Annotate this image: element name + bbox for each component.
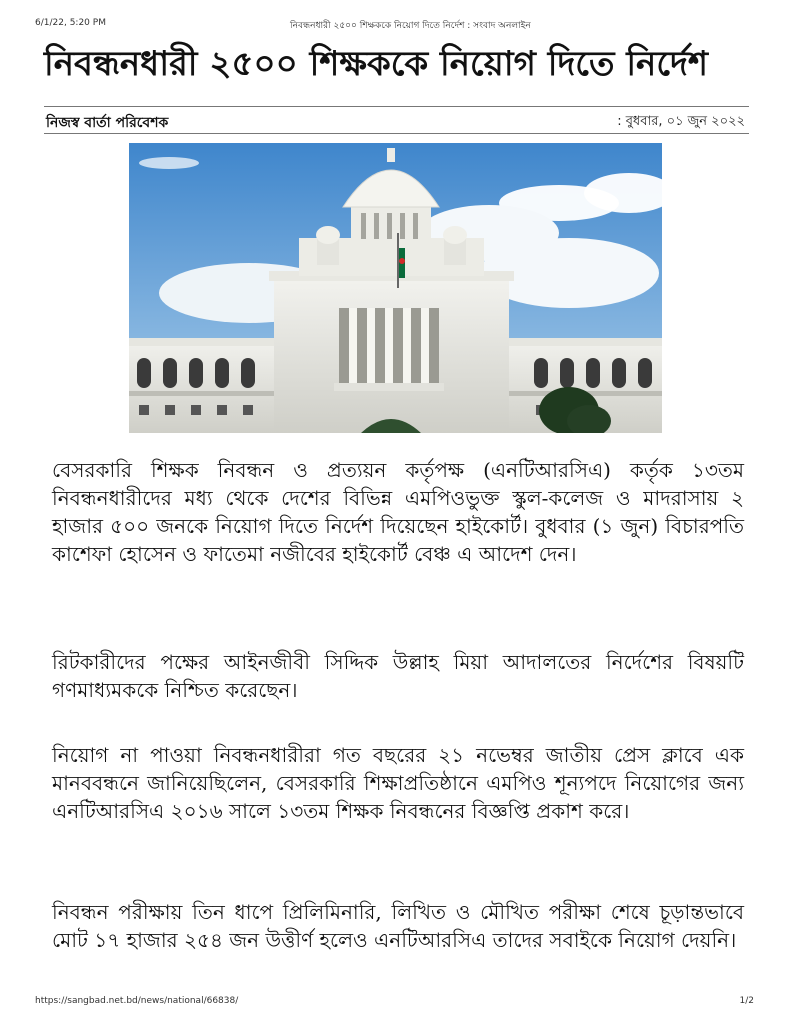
article-date: : বুধবার, ০১ জুন ২০২২ [617, 114, 745, 129]
article-paragraph: বেসরকারি শিক্ষক নিবন্ধন ও প্রত্যয়ন কর্তৃপক্ষ (এনটিআরসিএ) কর্তৃক ১৩তম নিবন্ধনধারীদের মধ্য থেকে দেশের বিভিন্ন এমপিওভুক্ত স্কুল-কলেজ ও মাদরাসায় ২ হাজার ৫০০ জনকে নিয়োগ দিতে নির্দেশ দিয়েছেন হাইকোর্ট। বুধবার (১ জুন) বিচারপতি কাশেফা হোসেন ও ফাতেমা নজীবের হাইকোর্ট বেঞ্চ এ আদেশ দেন। [52, 458, 745, 566]
article-headline: নিবন্ধনধারী ২৫০০ শিক্ষককে নিয়োগ দিতে নির্দেশ [44, 44, 708, 84]
print-datetime: 6/1/22, 5:20 PM [35, 18, 106, 28]
print-url: https://sangbad.net.bd/news/national/66838/ [35, 996, 239, 1006]
page-number: 1/2 [739, 996, 754, 1006]
print-doc-title: নিবন্ধনধারী ২৫০০ শিক্ষককে নিয়োগ দিতে নির্দেশ : সংবাদ অনলাইন [290, 21, 531, 31]
article-paragraph: নিবন্ধন পরীক্ষায় তিন ধাপে প্রিলিমিনারি, লিখিত ও মৌখিত পরীক্ষা শেষে চূড়ান্তভাবে মোট ১৭ হাজার ২৫৪ জন উত্তীর্ণ হলেও এনটিআরসিএ তাদের সবাইকে নিয়োগ দেয়নি। [52, 900, 744, 952]
supreme-court-photo [129, 143, 662, 433]
byline-bar [44, 106, 749, 134]
article-paragraph: রিটকারীদের পক্ষের আইনজীবী সিদ্দিক উল্লাহ মিয়া আদালতের নির্দেশের বিষয়টি গণমাধ্যমককে নিশ্চিত করেছেন। [52, 650, 744, 702]
article-author: নিজস্ব বার্তা পরিবেশক [46, 115, 169, 131]
article-paragraph: নিয়োগ না পাওয়া নিবন্ধনধারীরা গত বছরের ২১ নভেম্বর জাতীয় প্রেস ক্লাবে এক মানববন্ধনে জানিয়েছিলেন, বেসরকারি শিক্ষাপ্রতিষ্ঠানে এমপিও শূন্যপদে নিয়োগের জন্য এনটিআরসিএ ২০১৬ সালে ১৩তম শিক্ষক নিবন্ধনের বিজ্ঞপ্তি প্রকাশ করে। [52, 743, 744, 823]
